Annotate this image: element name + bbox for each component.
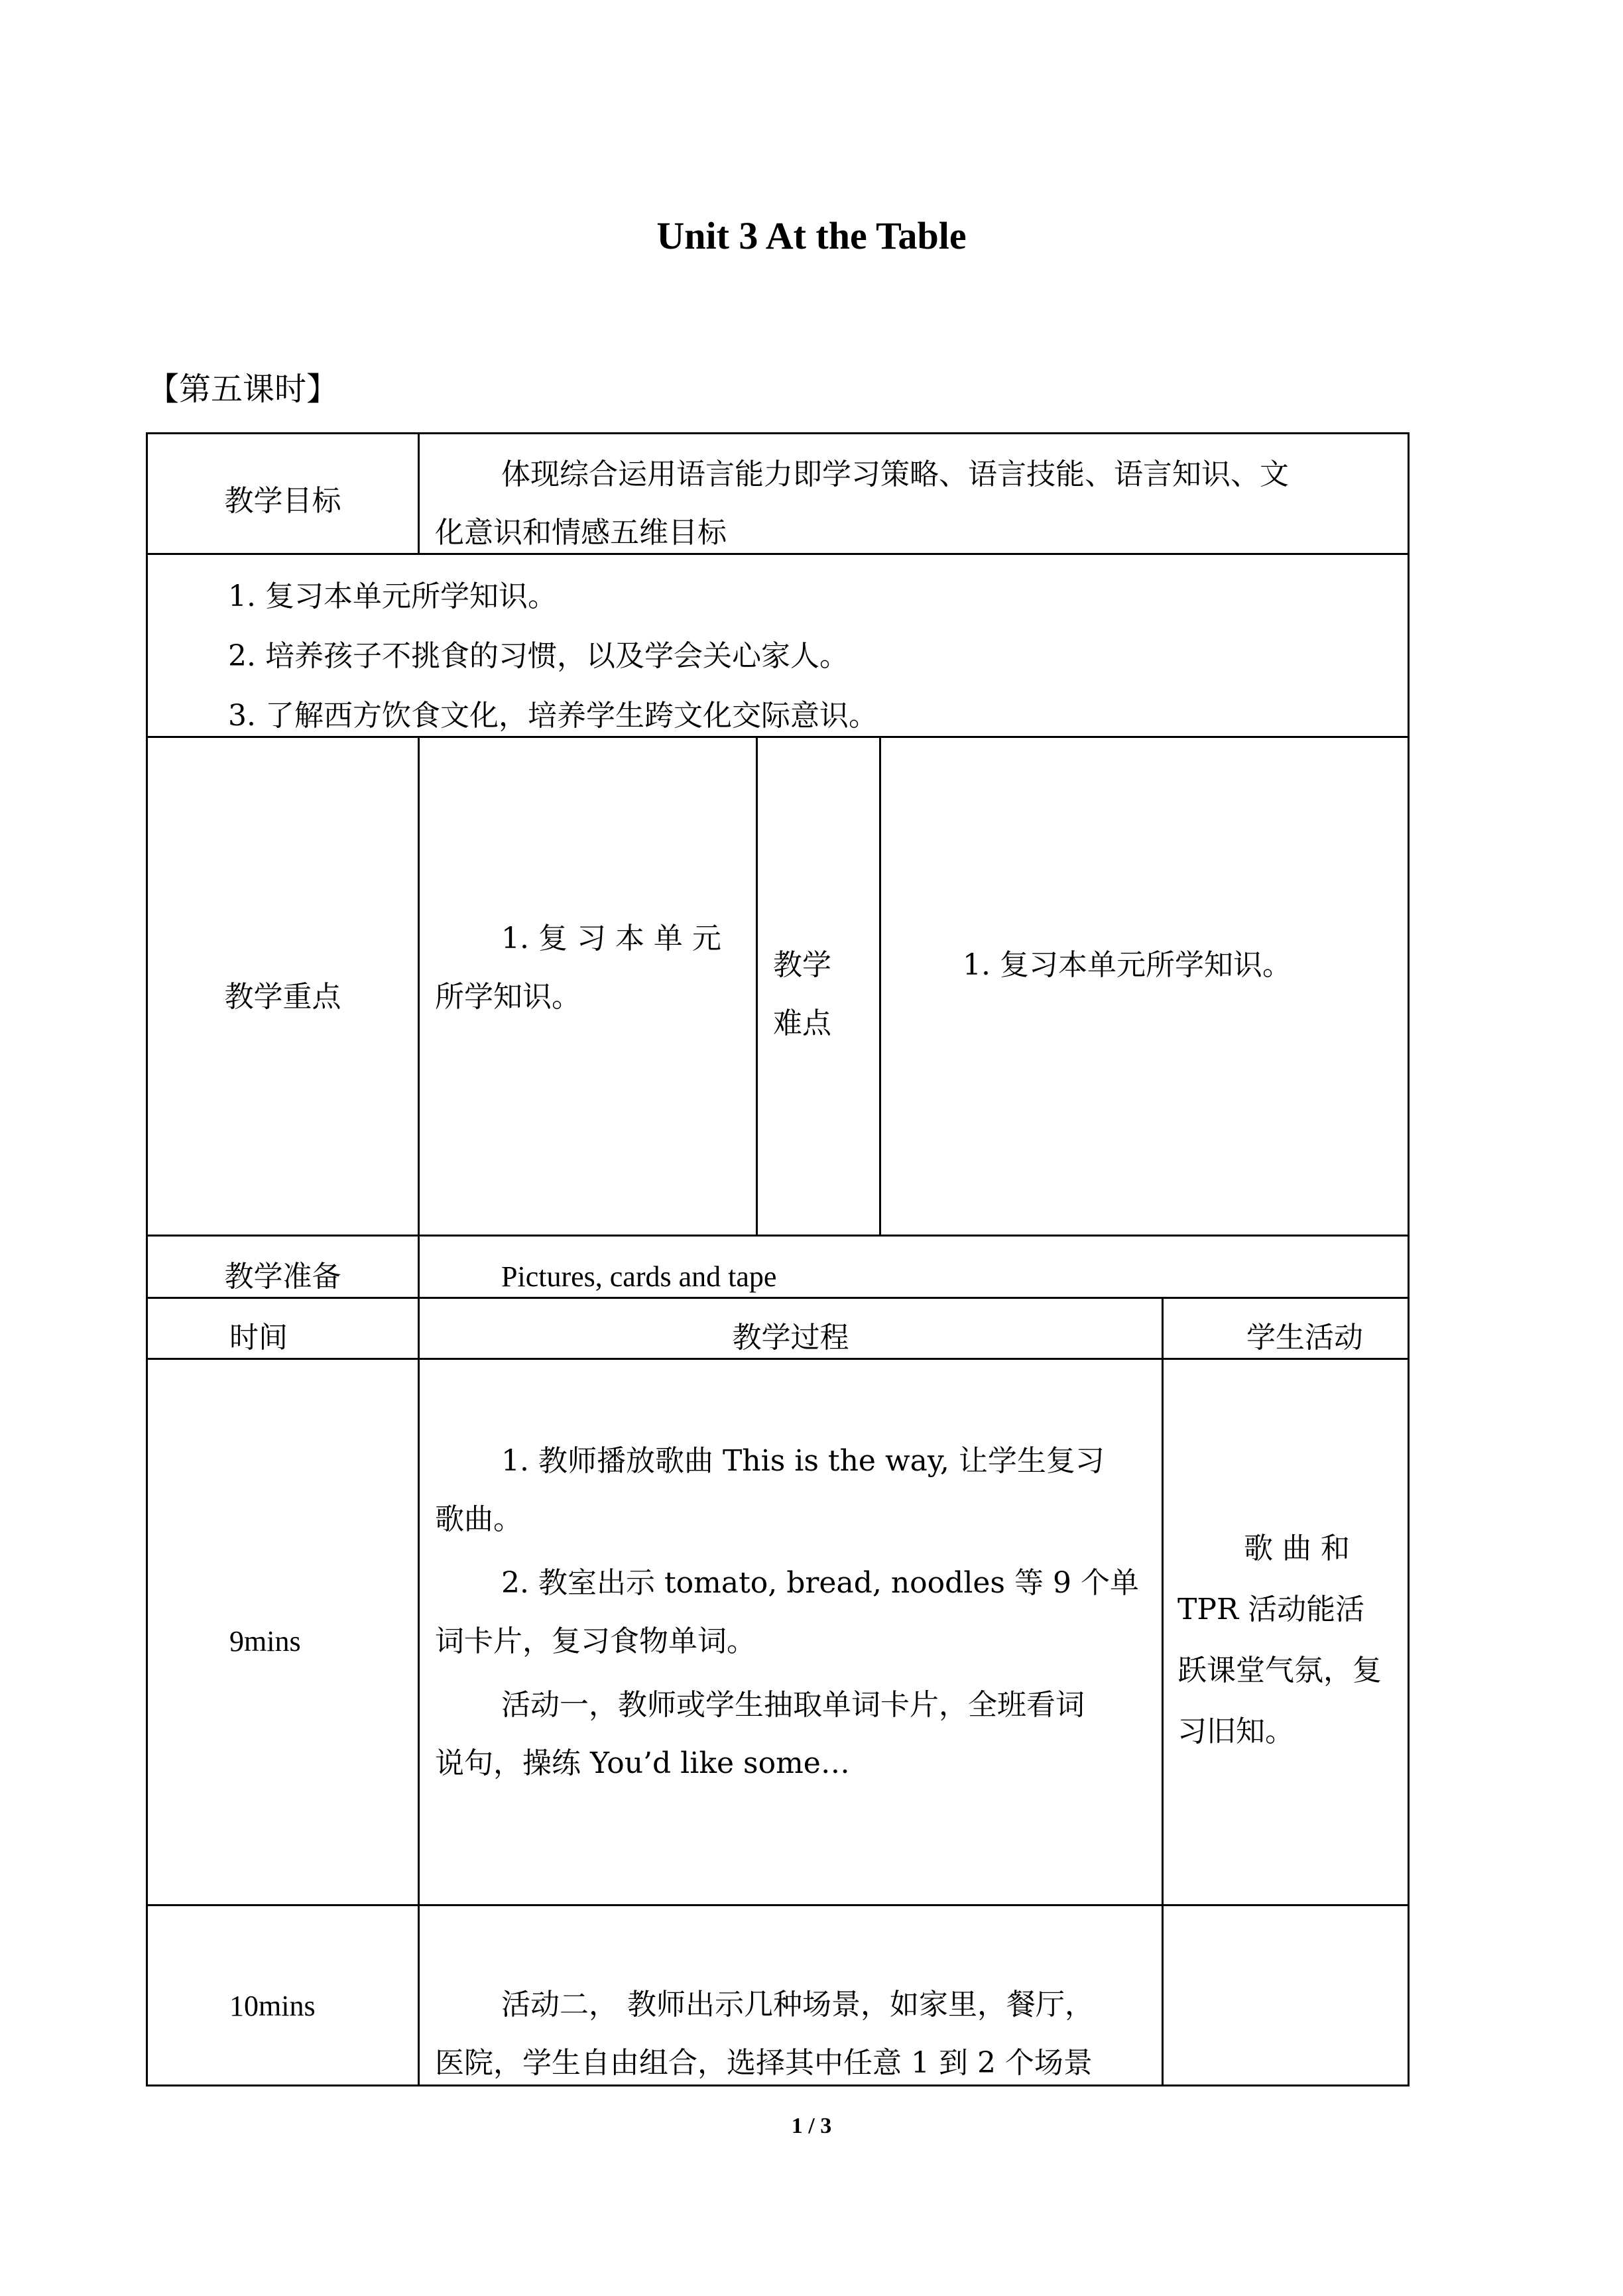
objectives-label: 教学目标 <box>224 484 341 518</box>
process-line: 词卡片，复习食物单词。 <box>435 1624 756 1658</box>
objective-item: 3. 了解西方饮食文化，培养学生跨文化交际意识。 <box>228 699 878 733</box>
key-points-text-line1: 1. 复 习 本 单 元 <box>501 922 721 955</box>
preparation-text: Pictures, cards and tape <box>501 1260 777 1293</box>
difficulty-label-line2: 难点 <box>773 1006 831 1040</box>
section-heading: 【第五课时】 <box>147 371 339 408</box>
objectives-text-line2: 化意识和情感五维目标 <box>435 516 727 550</box>
process-line: 活动一，教师或学生抽取单词卡片，全班看词 <box>501 1688 1085 1722</box>
header-activity: 学生活动 <box>1246 1321 1363 1355</box>
difficulty-text: 1. 复习本单元所学知识。 <box>963 948 1292 982</box>
objectives-text-line1: 体现综合运用语言能力即学习策略、语言技能、语言知识、文 <box>501 457 1289 491</box>
activity-line: TPR 活动能活 <box>1177 1593 1365 1626</box>
document-title: Unit 3 At the Table <box>656 214 967 257</box>
row-time: 10mins <box>229 1990 316 2022</box>
preparation-label: 教学准备 <box>224 1260 341 1294</box>
activity-line: 跃课堂气氛，复 <box>1177 1654 1382 1687</box>
page-number: 1 / 3 <box>791 2114 832 2138</box>
header-time: 时间 <box>229 1321 288 1355</box>
activity-line: 习旧知。 <box>1177 1715 1294 1748</box>
key-points-text-line2: 所学知识。 <box>435 980 581 1014</box>
process-line: 说句，操练 You’d like some… <box>435 1746 850 1780</box>
row-time: 9mins <box>229 1625 301 1658</box>
header-process: 教学过程 <box>732 1321 849 1355</box>
process-line: 1. 教师播放歌曲 This is the way, 让学生复习 <box>501 1444 1105 1478</box>
process-line: 医院，学生自由组合，选择其中任意 1 到 2 个场景 <box>435 2046 1093 2080</box>
objective-item: 1. 复习本单元所学知识。 <box>228 579 557 613</box>
process-line: 活动二， 教师出示几种场景，如家里，餐厅， <box>501 1988 1094 2022</box>
objective-item: 2. 培养孩子不挑食的习惯，以及学会关心家人。 <box>228 639 849 673</box>
difficulty-label-line1: 教学 <box>773 948 831 982</box>
process-line: 歌曲。 <box>435 1502 522 1536</box>
activity-line: 歌 曲 和 <box>1244 1532 1350 1565</box>
process-line: 2. 教室出示 tomato, bread, noodles 等 9 个单 <box>501 1566 1139 1600</box>
key-points-label: 教学重点 <box>224 980 341 1014</box>
